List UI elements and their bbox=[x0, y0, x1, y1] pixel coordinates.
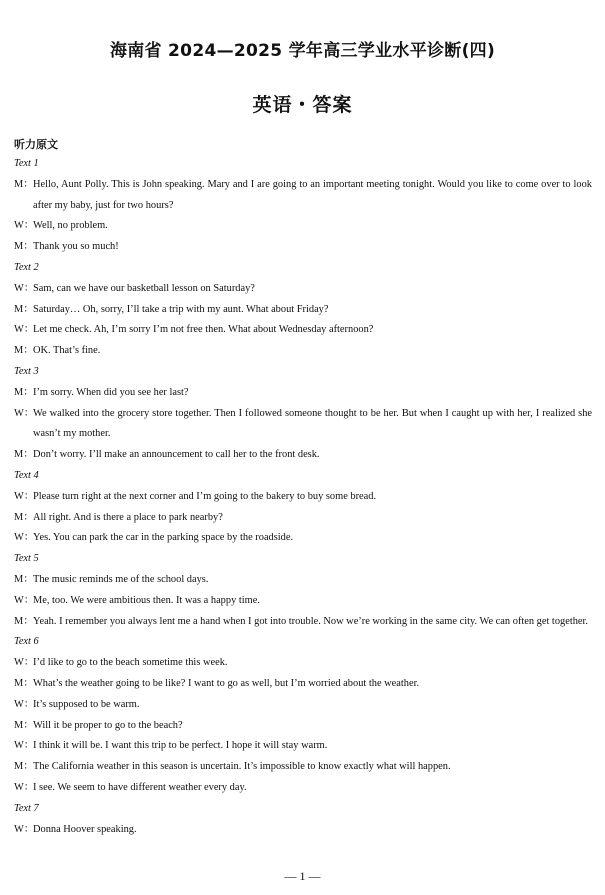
text-label: Text 2 bbox=[14, 261, 39, 273]
speaker-label: W： bbox=[14, 324, 35, 336]
dialogue-line bbox=[14, 341, 592, 362]
speaker-label: M： bbox=[14, 573, 34, 585]
document-subtitle: 英语・答案 bbox=[252, 94, 353, 116]
dialogue-line bbox=[14, 778, 592, 799]
dialogue-line bbox=[14, 653, 592, 674]
utterance-text: Sam, can we have our basketball lesson on Saturday? bbox=[33, 282, 255, 294]
speaker-label: W： bbox=[14, 781, 35, 793]
dialogue-line bbox=[14, 237, 592, 258]
utterance-text: Please turn right at the next corner and I’m going to the bakery to buy some bread. bbox=[33, 490, 377, 502]
speaker-label: W： bbox=[14, 823, 35, 835]
dialogue-line bbox=[14, 445, 592, 466]
utterance-text: Yes. You can park the car in the parking space by the roadside. bbox=[33, 532, 294, 544]
speaker-label: M： bbox=[14, 241, 34, 253]
utterance-text: Thank you so much! bbox=[33, 241, 119, 253]
dialogue-line bbox=[14, 528, 592, 549]
dialogue-line bbox=[14, 570, 592, 591]
dialogue-line bbox=[14, 674, 592, 695]
dialogue-line bbox=[14, 612, 592, 633]
dialogue-line bbox=[14, 300, 592, 321]
utterance-text: OK. That’s fine. bbox=[33, 345, 101, 357]
utterance-text: What’s the weather going to be like? I want to go as well, but I’m worried about the weather. bbox=[33, 677, 420, 689]
speaker-label: M： bbox=[14, 178, 34, 190]
speaker-label: W： bbox=[14, 532, 35, 544]
speaker-label: M： bbox=[14, 719, 34, 731]
dialogue-line bbox=[14, 508, 592, 529]
utterance-text: I’m sorry. When did you see her last? bbox=[33, 386, 189, 398]
dialogue-line bbox=[14, 383, 592, 404]
utterance-text: I think it will be. I want this trip to be perfect. I hope it will stay warm. bbox=[33, 740, 328, 752]
utterance-text: Will it be proper to go to the beach? bbox=[33, 719, 183, 731]
speaker-label: W： bbox=[14, 698, 35, 710]
dialogue-line bbox=[14, 591, 592, 612]
speaker-label: W： bbox=[14, 282, 35, 294]
text-label: Text 5 bbox=[14, 553, 39, 565]
speaker-label: W： bbox=[14, 740, 35, 752]
text-label: Text 7 bbox=[14, 802, 39, 814]
utterance-text: It’s supposed to be warm. bbox=[33, 698, 140, 710]
dialogue-line bbox=[14, 216, 592, 237]
utterance-text: Well, no problem. bbox=[33, 220, 108, 232]
utterance-text: All right. And is there a place to park nearby? bbox=[33, 511, 223, 523]
speaker-label: M： bbox=[14, 677, 34, 689]
section-heading: 听力原文 bbox=[14, 138, 58, 151]
speaker-label: W： bbox=[14, 407, 35, 419]
speaker-label: W： bbox=[14, 220, 35, 232]
utterance-text: The music reminds me of the school days. bbox=[33, 573, 209, 585]
text-label: Text 1 bbox=[14, 158, 39, 169]
dialogue-line bbox=[14, 175, 592, 217]
speaker-label: M： bbox=[14, 345, 34, 357]
utterance-text: Let me check. Ah, I’m sorry I’m not free then. What about Wednesday afternoon? bbox=[33, 324, 374, 336]
text-label: Text 3 bbox=[14, 365, 39, 377]
text-label: Text 4 bbox=[14, 469, 39, 481]
speaker-label: M： bbox=[14, 511, 34, 523]
utterance-text: I’d like to go to the beach sometime this week. bbox=[33, 657, 228, 669]
speaker-label: M： bbox=[14, 386, 34, 398]
speaker-label: W： bbox=[14, 657, 35, 669]
transcript-body bbox=[14, 154, 592, 840]
utterance-text: The California weather in this season is uncertain. It’s impossible to know exactly what will happen. bbox=[33, 761, 451, 773]
document-title: 海南省 2024—2025 学年高三学业水平诊断(四) bbox=[109, 41, 496, 61]
speaker-label: W： bbox=[14, 490, 35, 502]
utterance-text: We walked into the grocery store together. Then I followed someone thought to be her. But when I caught up with her, I realized she wasn’t my mother. bbox=[33, 407, 592, 440]
dialogue-line bbox=[14, 279, 592, 300]
dialogue-line bbox=[14, 736, 592, 757]
dialogue-line bbox=[14, 716, 592, 737]
utterance-text: Donna Hoover speaking. bbox=[33, 823, 137, 835]
utterance-text: Saturday… Oh, sorry, I’ll take a trip with my aunt. What about Friday? bbox=[33, 303, 329, 315]
dialogue-line bbox=[14, 487, 592, 508]
utterance-text: Yeah. I remember you always lent me a hand when I got into trouble. Now we’re working in the same city. We can often get together. bbox=[33, 615, 588, 627]
page-number: — 1 — bbox=[284, 869, 321, 883]
text-label: Text 6 bbox=[14, 636, 39, 648]
utterance-text: I see. We seem to have different weather every day. bbox=[33, 781, 247, 793]
speaker-label: M： bbox=[14, 449, 34, 461]
utterance-text: Hello, Aunt Polly. This is John speaking. Mary and I are going to an important meeting tonight. Would you like to come over to look after my baby, just for two hours? bbox=[33, 178, 592, 211]
speaker-label: M： bbox=[14, 615, 34, 627]
dialogue-line bbox=[14, 757, 592, 778]
dialogue-line bbox=[14, 820, 592, 841]
dialogue-line bbox=[14, 695, 592, 716]
dialogue-line bbox=[14, 320, 592, 341]
speaker-label: M： bbox=[14, 761, 34, 773]
speaker-label: W： bbox=[14, 594, 35, 606]
utterance-text: Me, too. We were ambitious then. It was a happy time. bbox=[33, 594, 260, 606]
utterance-text: Don’t worry. I’ll make an announcement to call her to the front desk. bbox=[33, 449, 320, 461]
dialogue-line bbox=[14, 404, 592, 446]
speaker-label: M： bbox=[14, 303, 34, 315]
